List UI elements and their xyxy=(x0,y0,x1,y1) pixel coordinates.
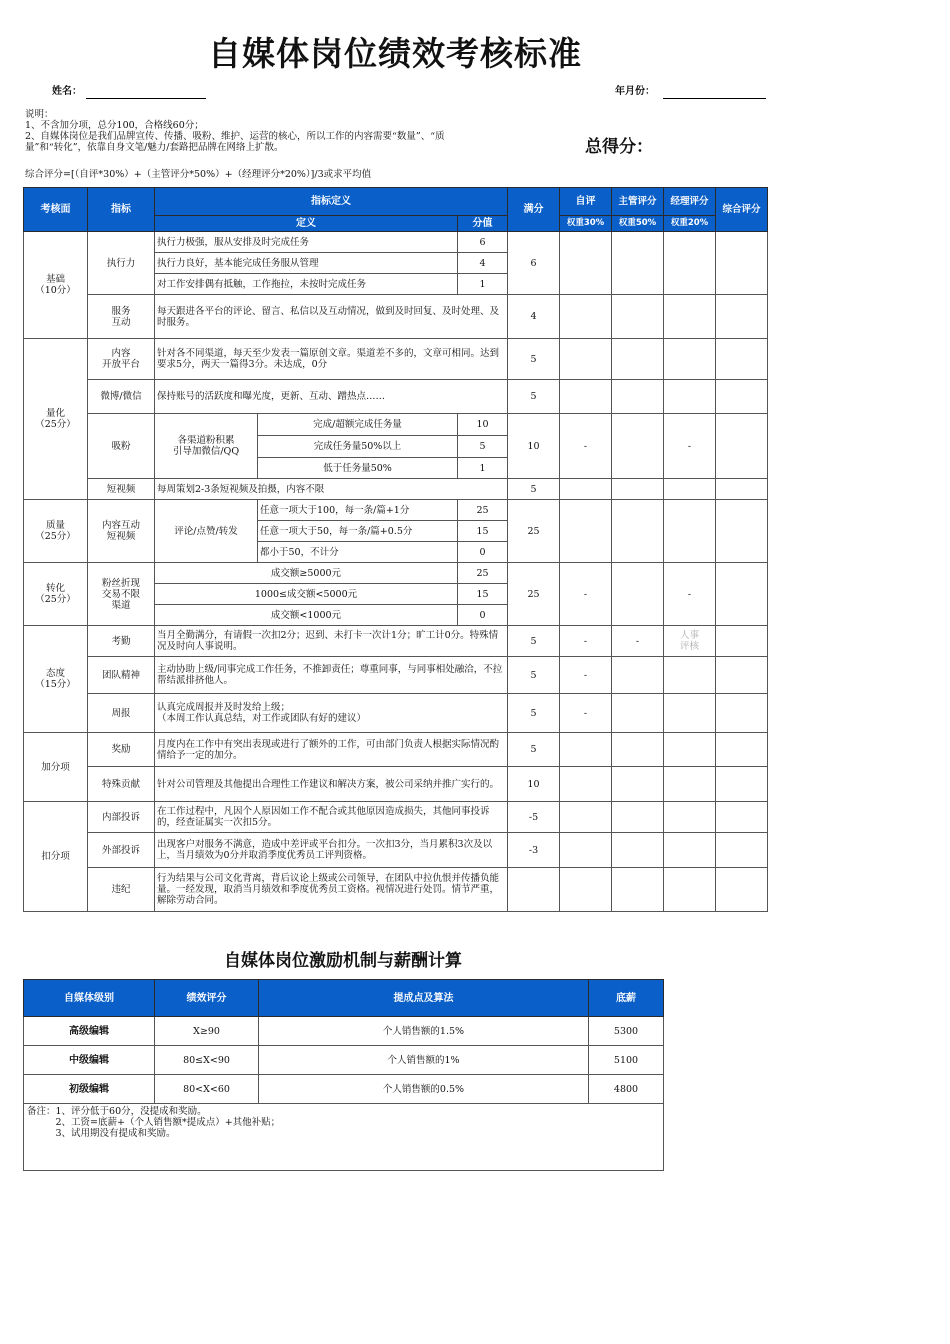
definition-cell: 月度内在工作中有突出表现或进行了额外的工作，可由部门负责人根据实际情况酌情给予一定的加分。 xyxy=(155,733,508,767)
manager-score-cell[interactable] xyxy=(664,295,716,339)
self-score-cell[interactable]: - xyxy=(560,563,612,626)
definition-cell: 每天跟进各平台的评论、留言、私信以及互动情况，做到及时回复、及时处理、及时服务。 xyxy=(155,295,508,339)
weight-manager: 权重20% xyxy=(664,216,716,232)
manager-score-cell[interactable] xyxy=(664,767,716,802)
salary-cell: 4800 xyxy=(589,1075,664,1104)
definition-cell: 成交额<1000元 xyxy=(155,605,458,626)
aspect-quality: 质量 （25分） xyxy=(24,500,88,563)
full-score: 25 xyxy=(508,500,560,563)
supervisor-score-cell[interactable] xyxy=(612,500,664,563)
overall-score-cell[interactable] xyxy=(716,733,768,767)
indicator-internal: 内部投诉 xyxy=(88,802,155,833)
definition-cell: 当月全勤满分，有请假一次扣2分；迟到、未打卡一次计1分；旷工计0分。特殊情况及时向人事说明。 xyxy=(155,626,508,657)
supervisor-score-cell[interactable] xyxy=(612,232,664,295)
points-cell: 0 xyxy=(458,605,508,626)
note-line: 2、自媒体岗位是我们品牌宣传、传播、吸粉、维护、运营的核心，所以工作的内容需要“数量”、“质 xyxy=(25,131,445,142)
score-cell: 80≤X<90 xyxy=(155,1046,259,1075)
overall-score-cell[interactable] xyxy=(716,868,768,912)
aspect-conversion: 转化 （25分） xyxy=(24,563,88,626)
overall-score-cell[interactable] xyxy=(716,500,768,563)
indicator-weekly: 周报 xyxy=(88,694,155,733)
overall-score-cell[interactable] xyxy=(716,414,768,479)
evaluation-table xyxy=(23,187,768,912)
supervisor-score-cell[interactable] xyxy=(612,414,664,479)
definition-cell: 对工作安排偶有抵触，工作拖拉，未按时完成任务 xyxy=(155,274,458,295)
points-cell: 25 xyxy=(458,500,508,521)
col-indicator: 指标 xyxy=(88,188,155,232)
self-score-cell[interactable] xyxy=(560,833,612,868)
note-line: 说明： xyxy=(25,109,54,120)
manager-score-cell[interactable] xyxy=(664,380,716,414)
supervisor-score-cell[interactable] xyxy=(612,868,664,912)
formula: 综合评分=[（自评*30%）+（主管评分*50%）+（经理评分*20%）]/3或求平均值 xyxy=(25,169,372,180)
definition-cell: 都小于50，不计分 xyxy=(258,542,458,563)
aspect-bonus: 加分项 xyxy=(24,733,88,802)
indicator-attendance: 考勤 xyxy=(88,626,155,657)
full-score: 5 xyxy=(508,657,560,694)
aspect-basic: 基础 （10分） xyxy=(24,232,88,339)
manager-score-cell[interactable]: - xyxy=(664,414,716,479)
supervisor-score-cell[interactable] xyxy=(612,733,664,767)
indicator-team: 团队精神 xyxy=(88,657,155,694)
manager-score-cell[interactable] xyxy=(664,802,716,833)
indicator-fans: 吸粉 xyxy=(88,414,155,479)
self-score-cell[interactable]: - xyxy=(560,626,612,657)
overall-score-cell[interactable] xyxy=(716,767,768,802)
col-full: 满分 xyxy=(508,188,560,232)
supervisor-score-cell[interactable] xyxy=(612,833,664,868)
month-field[interactable] xyxy=(663,98,766,99)
overall-score-cell[interactable] xyxy=(716,563,768,626)
col-self: 自评 xyxy=(560,188,612,216)
self-score-cell[interactable]: - xyxy=(560,657,612,694)
manager-score-cell[interactable] xyxy=(664,868,716,912)
full-score xyxy=(508,868,560,912)
definition-cell: 低于任务量50% xyxy=(258,458,458,479)
definition-cell: 执行力良好，基本能完成任务服从管理 xyxy=(155,253,458,274)
month-label: 年月份： xyxy=(615,86,655,97)
full-score: 10 xyxy=(508,767,560,802)
col-base-salary: 底薪 xyxy=(589,980,664,1017)
self-score-cell[interactable]: - xyxy=(560,414,612,479)
definition-cell: 每周策划2-3条短视频及拍摄，内容不限 xyxy=(155,479,508,500)
manager-score-cell[interactable] xyxy=(664,657,716,694)
aspect-deduct: 扣分项 xyxy=(24,802,88,912)
points-cell: 15 xyxy=(458,521,508,542)
definition-cell: 完成/超额完成任务量 xyxy=(258,414,458,436)
definition-cell: 1000≤成交额<5000元 xyxy=(155,584,458,605)
overall-score-cell[interactable] xyxy=(716,479,768,500)
fans-definition: 各渠道粉积累 引导加微信/QQ xyxy=(155,414,258,479)
note-line: 1、不含加分项，总分100，合格线60分； xyxy=(25,120,204,131)
supervisor-score-cell[interactable] xyxy=(612,380,664,414)
supervisor-score-cell[interactable] xyxy=(612,479,664,500)
points-cell: 5 xyxy=(458,436,508,458)
self-score-cell[interactable] xyxy=(560,500,612,563)
points-cell: 0 xyxy=(458,542,508,563)
supervisor-score-cell[interactable] xyxy=(612,563,664,626)
indicator-external: 外部投诉 xyxy=(88,833,155,868)
table-row xyxy=(24,1046,664,1075)
full-score: -5 xyxy=(508,802,560,833)
self-score-cell[interactable] xyxy=(560,868,612,912)
overall-score-cell[interactable] xyxy=(716,339,768,380)
indicator-conversion: 粉丝折现 交易不限 渠道 xyxy=(88,563,155,626)
level-cell: 高级编辑 xyxy=(24,1017,155,1046)
name-field[interactable] xyxy=(86,98,206,99)
full-score: 6 xyxy=(508,232,560,295)
definition-cell: 完成任务量50%以上 xyxy=(258,436,458,458)
definition-cell: 认真完成周报并及时发给上级； （本周工作认真总结，对工作或团队有好的建议） xyxy=(155,694,508,733)
full-score: 5 xyxy=(508,733,560,767)
indicator-video: 短视频 xyxy=(88,479,155,500)
overall-score-cell[interactable] xyxy=(716,802,768,833)
page-title: 自媒体岗位绩效考核标准 xyxy=(208,34,582,73)
full-score: 5 xyxy=(508,479,560,500)
manager-score-cell[interactable] xyxy=(664,694,716,733)
points-cell: 1 xyxy=(458,458,508,479)
hr-review-note: 人事 评核 xyxy=(664,626,716,657)
full-score: 5 xyxy=(508,694,560,733)
full-score: 5 xyxy=(508,380,560,414)
col-level: 自媒体级别 xyxy=(24,980,155,1017)
points-cell: 6 xyxy=(458,232,508,253)
definition-cell: 出现客户对服务不满意，造成中差评或平台扣分。一次扣3分，当月累积3次及以上，当月绩效为0分并取消季度优秀员工评判资格。 xyxy=(155,833,508,868)
overall-score-cell[interactable] xyxy=(716,295,768,339)
manager-score-cell[interactable] xyxy=(664,339,716,380)
level-cell: 初级编辑 xyxy=(24,1075,155,1104)
table-row xyxy=(24,1075,664,1104)
full-score: -3 xyxy=(508,833,560,868)
points-cell: 4 xyxy=(458,253,508,274)
indicator-content: 内容 开放平台 xyxy=(88,339,155,380)
overall-score-cell[interactable] xyxy=(716,232,768,295)
manager-score-cell[interactable] xyxy=(664,733,716,767)
col-def: 指标定义 xyxy=(155,188,508,216)
aspect-quantity: 量化 （25分） xyxy=(24,339,88,500)
definition-cell: 执行力极强，服从安排及时完成任务 xyxy=(155,232,458,253)
definition-cell: 保持账号的活跃度和曝光度，更新、互动、蹭热点…… xyxy=(155,380,508,414)
indicator-special: 特殊贡献 xyxy=(88,767,155,802)
commission-cell: 个人销售额的1% xyxy=(259,1046,589,1075)
self-score-cell[interactable] xyxy=(560,479,612,500)
full-score: 5 xyxy=(508,626,560,657)
self-score-cell[interactable]: - xyxy=(560,694,612,733)
manager-score-cell[interactable] xyxy=(664,232,716,295)
supervisor-score-cell[interactable] xyxy=(612,657,664,694)
definition-cell: 主动协助上级/同事完成工作任务，不推卸责任；尊重同事，与同事相处融洽，不拉帮结派排挤他人。 xyxy=(155,657,508,694)
definition-cell: 成交额≥5000元 xyxy=(155,563,458,584)
manager-score-cell[interactable] xyxy=(664,500,716,563)
manager-score-cell[interactable] xyxy=(664,833,716,868)
col-score: 绩效评分 xyxy=(155,980,259,1017)
full-score: 25 xyxy=(508,563,560,626)
definition-cell: 任意一项大于100，每一条/篇+1分 xyxy=(258,500,458,521)
self-score-cell[interactable] xyxy=(560,733,612,767)
indicator-violation: 违纪 xyxy=(88,868,155,912)
indicator-exec: 执行力 xyxy=(88,232,155,295)
col-manager: 经理评分 xyxy=(664,188,716,216)
total-score-label: 总得分： xyxy=(585,137,653,157)
indicator-weibo: 微博/微信 xyxy=(88,380,155,414)
indicator-service: 服务 互动 xyxy=(88,295,155,339)
col-definition: 定义 xyxy=(155,216,458,232)
definition-cell: 针对各不同渠道，每天至少发表一篇原创文章。渠道差不多的，文章可相同。达到要求5分，两天一篇得3分。未达成，0分 xyxy=(155,339,508,380)
points-cell: 10 xyxy=(458,414,508,436)
manager-score-cell[interactable]: - xyxy=(664,563,716,626)
weight-self: 权重30% xyxy=(560,216,612,232)
commission-cell: 个人销售额的0.5% xyxy=(259,1075,589,1104)
definition-cell: 行为结果与公司文化背离，背后议论上级或公司领导，在团队中拉仇恨并传播负能量。一经发现，取消当月绩效和季度优秀员工资格。视情况进行处罚。情节严重，解除劳动合同。 xyxy=(155,868,508,912)
salary-cell: 5300 xyxy=(589,1017,664,1046)
overall-score-cell[interactable] xyxy=(716,833,768,868)
full-score: 10 xyxy=(508,414,560,479)
definition-cell: 在工作过程中，凡因个人原因如工作不配合或其他原因造成损失，其他同事投诉的，经查证属实一次扣5分。 xyxy=(155,802,508,833)
indicator-quality: 内容互动 短视频 xyxy=(88,500,155,563)
salary-cell: 5100 xyxy=(589,1046,664,1075)
col-overall: 综合评分 xyxy=(716,188,768,232)
weight-supervisor: 权重50% xyxy=(612,216,664,232)
overall-score-cell[interactable] xyxy=(716,380,768,414)
supervisor-score-cell[interactable] xyxy=(612,295,664,339)
self-score-cell[interactable] xyxy=(560,232,612,295)
level-cell: 中级编辑 xyxy=(24,1046,155,1075)
remarks: 备注：1、评分低于60分，没提成和奖励。 2、工资=底薪+（个人销售额*提成点）+其他补贴； 3、试用期没有提成和奖励。 xyxy=(24,1104,664,1171)
overall-score-cell[interactable] xyxy=(716,694,768,733)
supervisor-score-cell[interactable]: - xyxy=(612,626,664,657)
col-supervisor: 主管评分 xyxy=(612,188,664,216)
quality-definition: 评论/点赞/转发 xyxy=(155,500,258,563)
full-score: 5 xyxy=(508,339,560,380)
self-score-cell[interactable] xyxy=(560,295,612,339)
self-score-cell[interactable] xyxy=(560,767,612,802)
overall-score-cell[interactable] xyxy=(716,626,768,657)
indicator-reward: 奖励 xyxy=(88,733,155,767)
note-line: 量”和“转化”，依靠自身文笔/魅力/套路把品牌在网络上扩散。 xyxy=(25,142,284,153)
aspect-attitude: 态度 （15分） xyxy=(24,626,88,733)
incentive-title: 自媒体岗位激励机制与薪酬计算 xyxy=(224,951,462,971)
supervisor-score-cell[interactable] xyxy=(612,339,664,380)
name-label: 姓名： xyxy=(52,86,82,97)
points-cell: 1 xyxy=(458,274,508,295)
supervisor-score-cell[interactable] xyxy=(612,694,664,733)
definition-cell: 针对公司管理及其他提出合理性工作建议和解决方案，被公司采纳并推广实行的。 xyxy=(155,767,508,802)
col-points: 分值 xyxy=(458,216,508,232)
full-score: 4 xyxy=(508,295,560,339)
points-cell: 25 xyxy=(458,563,508,584)
supervisor-score-cell[interactable] xyxy=(612,802,664,833)
self-score-cell[interactable] xyxy=(560,339,612,380)
score-cell: X≥90 xyxy=(155,1017,259,1046)
col-commission: 提成点及算法 xyxy=(259,980,589,1017)
supervisor-score-cell[interactable] xyxy=(612,767,664,802)
overall-score-cell[interactable] xyxy=(716,657,768,694)
score-cell: 80<X<60 xyxy=(155,1075,259,1104)
incentive-table xyxy=(23,979,664,1171)
table-row xyxy=(24,1017,664,1046)
manager-score-cell[interactable] xyxy=(664,479,716,500)
col-aspect: 考核面 xyxy=(24,188,88,232)
commission-cell: 个人销售额的1.5% xyxy=(259,1017,589,1046)
self-score-cell[interactable] xyxy=(560,380,612,414)
self-score-cell[interactable] xyxy=(560,802,612,833)
points-cell: 15 xyxy=(458,584,508,605)
definition-cell: 任意一项大于50，每一条/篇+0.5分 xyxy=(258,521,458,542)
